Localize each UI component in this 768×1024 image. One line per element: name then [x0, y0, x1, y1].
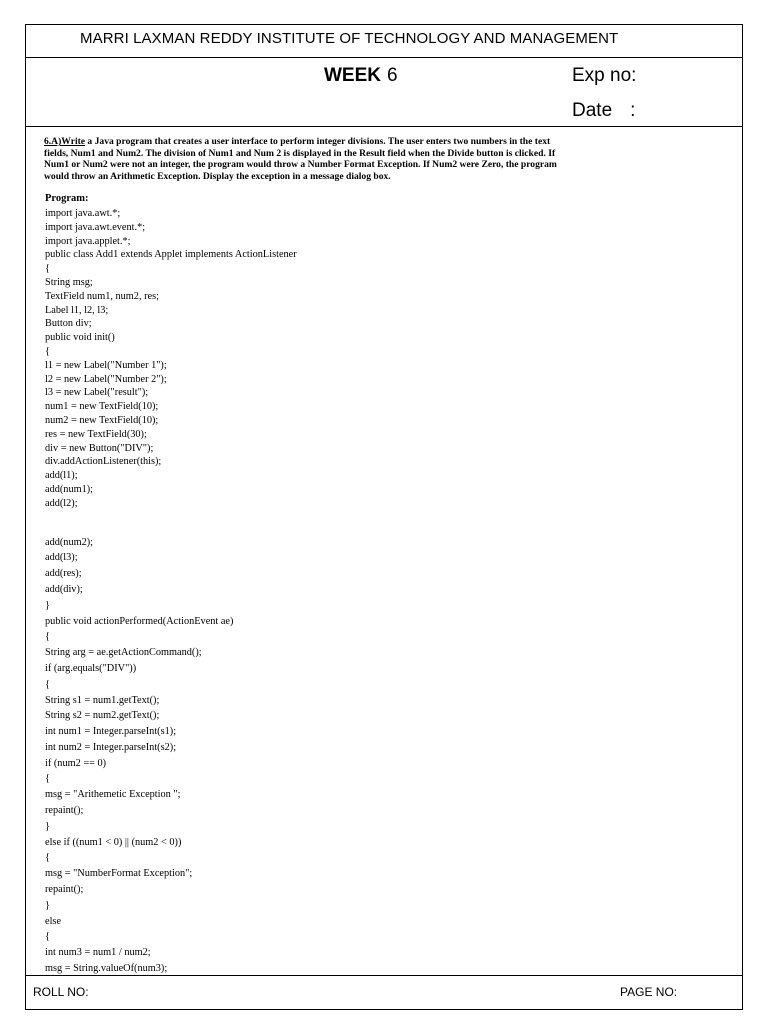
institute-name: MARRI LAXMAN REDDY INSTITUTE OF TECHNOLOGY AND MANAGEMENT — [80, 30, 619, 47]
week-header — [26, 58, 742, 127]
institute-header — [26, 25, 742, 58]
code-blank-line — [45, 511, 297, 535]
code-line: } — [45, 820, 50, 832]
code-line: String msg; — [45, 276, 93, 288]
page-footer — [26, 975, 742, 1010]
code-line: int num3 = num1 / num2; — [45, 947, 151, 959]
code-line: import java.awt.event.*; — [45, 221, 146, 233]
code-line: div = new Button("DIV"); — [45, 442, 154, 454]
code-line: l2 = new Label("Number 2"); — [45, 373, 167, 385]
code-line: num1 = new TextField(10); — [45, 401, 159, 413]
code-line: else if ((num1 < 0) || (num2 < 0)) — [45, 836, 182, 848]
week-title — [324, 65, 398, 87]
date-field — [572, 100, 635, 122]
question-number: 6.A)Write — [44, 137, 86, 147]
page-frame — [25, 24, 743, 1010]
code-line: l1 = new Label("Number 1"); — [45, 359, 167, 371]
code-line: msg = "Arithemetic Exception "; — [45, 789, 181, 801]
code-line: { — [45, 263, 50, 275]
code-line: l3 = new Label("result"); — [45, 387, 149, 399]
code-line: { — [45, 678, 50, 690]
code-line: { — [45, 345, 50, 357]
code-line: repaint(); — [45, 805, 84, 817]
code-line: TextField num1, num2, res; — [45, 290, 159, 302]
page-no-label: PAGE NO: — [620, 985, 678, 999]
date-colon: : — [630, 100, 636, 121]
code-line: add(num2); — [45, 536, 94, 548]
code-line: res = new TextField(30); — [45, 428, 147, 440]
roll-no-label: ROLL NO: — [33, 985, 89, 999]
date-label: Date — [572, 100, 613, 121]
exp-no-label: Exp no: — [572, 65, 637, 86]
question-body: a Java program that creates a user interface to perform integer divisions. The user enters two numbers in the text fields, Num1 and Num2. The division of Num1 and Num 2 is displayed in the Result field when the Divide button is clicked. If Num1 or Num2 were not an integer, the program would throw a Number Format Exception. If Num2 were Zero, the program would throw an Arithmetic Exception. Display the exception in a message dialog box. — [44, 137, 557, 182]
code-line: if (arg.equals("DIV")) — [45, 662, 137, 674]
code-line: int num2 = Integer.parseInt(s2); — [45, 741, 177, 753]
code-line: } — [45, 899, 50, 911]
code-line: String s2 = num2.getText(); — [45, 710, 160, 722]
code-line: int num1 = Integer.parseInt(s1); — [45, 726, 177, 738]
code-line: if (num2 == 0) — [45, 757, 107, 769]
code-line: String arg = ae.getActionCommand(); — [45, 647, 202, 659]
code-listing — [45, 207, 297, 977]
code-line: { — [45, 852, 50, 864]
code-line: { — [45, 773, 50, 785]
code-line: public void actionPerformed(ActionEvent ae) — [45, 615, 234, 627]
code-line: import java.awt.*; — [45, 208, 121, 219]
code-line: else — [45, 915, 62, 927]
code-line: public void init() — [45, 332, 115, 344]
program-label: Program: — [45, 193, 89, 204]
code-line: } — [45, 599, 50, 611]
code-line: add(div); — [45, 583, 83, 595]
question-text — [44, 137, 559, 183]
code-line: Label l1, l2, l3; — [45, 304, 109, 316]
code-line: msg = "NumberFormat Exception"; — [45, 868, 193, 880]
code-line: import java.applet.*; — [45, 235, 131, 247]
code-line: { — [45, 631, 50, 643]
code-line: add(num1); — [45, 483, 94, 495]
week-number: 6 — [387, 65, 398, 86]
code-line: String s1 = num1.getText(); — [45, 694, 160, 706]
code-line: div.addActionListener(this); — [45, 456, 162, 468]
code-line: add(res); — [45, 568, 82, 580]
code-line: num2 = new TextField(10); — [45, 414, 159, 426]
code-line: add(l2); — [45, 497, 78, 509]
content-area — [26, 127, 742, 975]
code-line: repaint(); — [45, 884, 84, 896]
code-line: msg = String.valueOf(num3); — [45, 963, 168, 975]
code-line: add(l3); — [45, 552, 78, 564]
code-line: public class Add1 extends Applet implements ActionListener — [45, 249, 297, 261]
code-line: { — [45, 931, 50, 943]
week-label: WEEK — [324, 65, 381, 86]
code-line: Button div; — [45, 318, 92, 330]
code-line: add(l1); — [45, 470, 78, 482]
